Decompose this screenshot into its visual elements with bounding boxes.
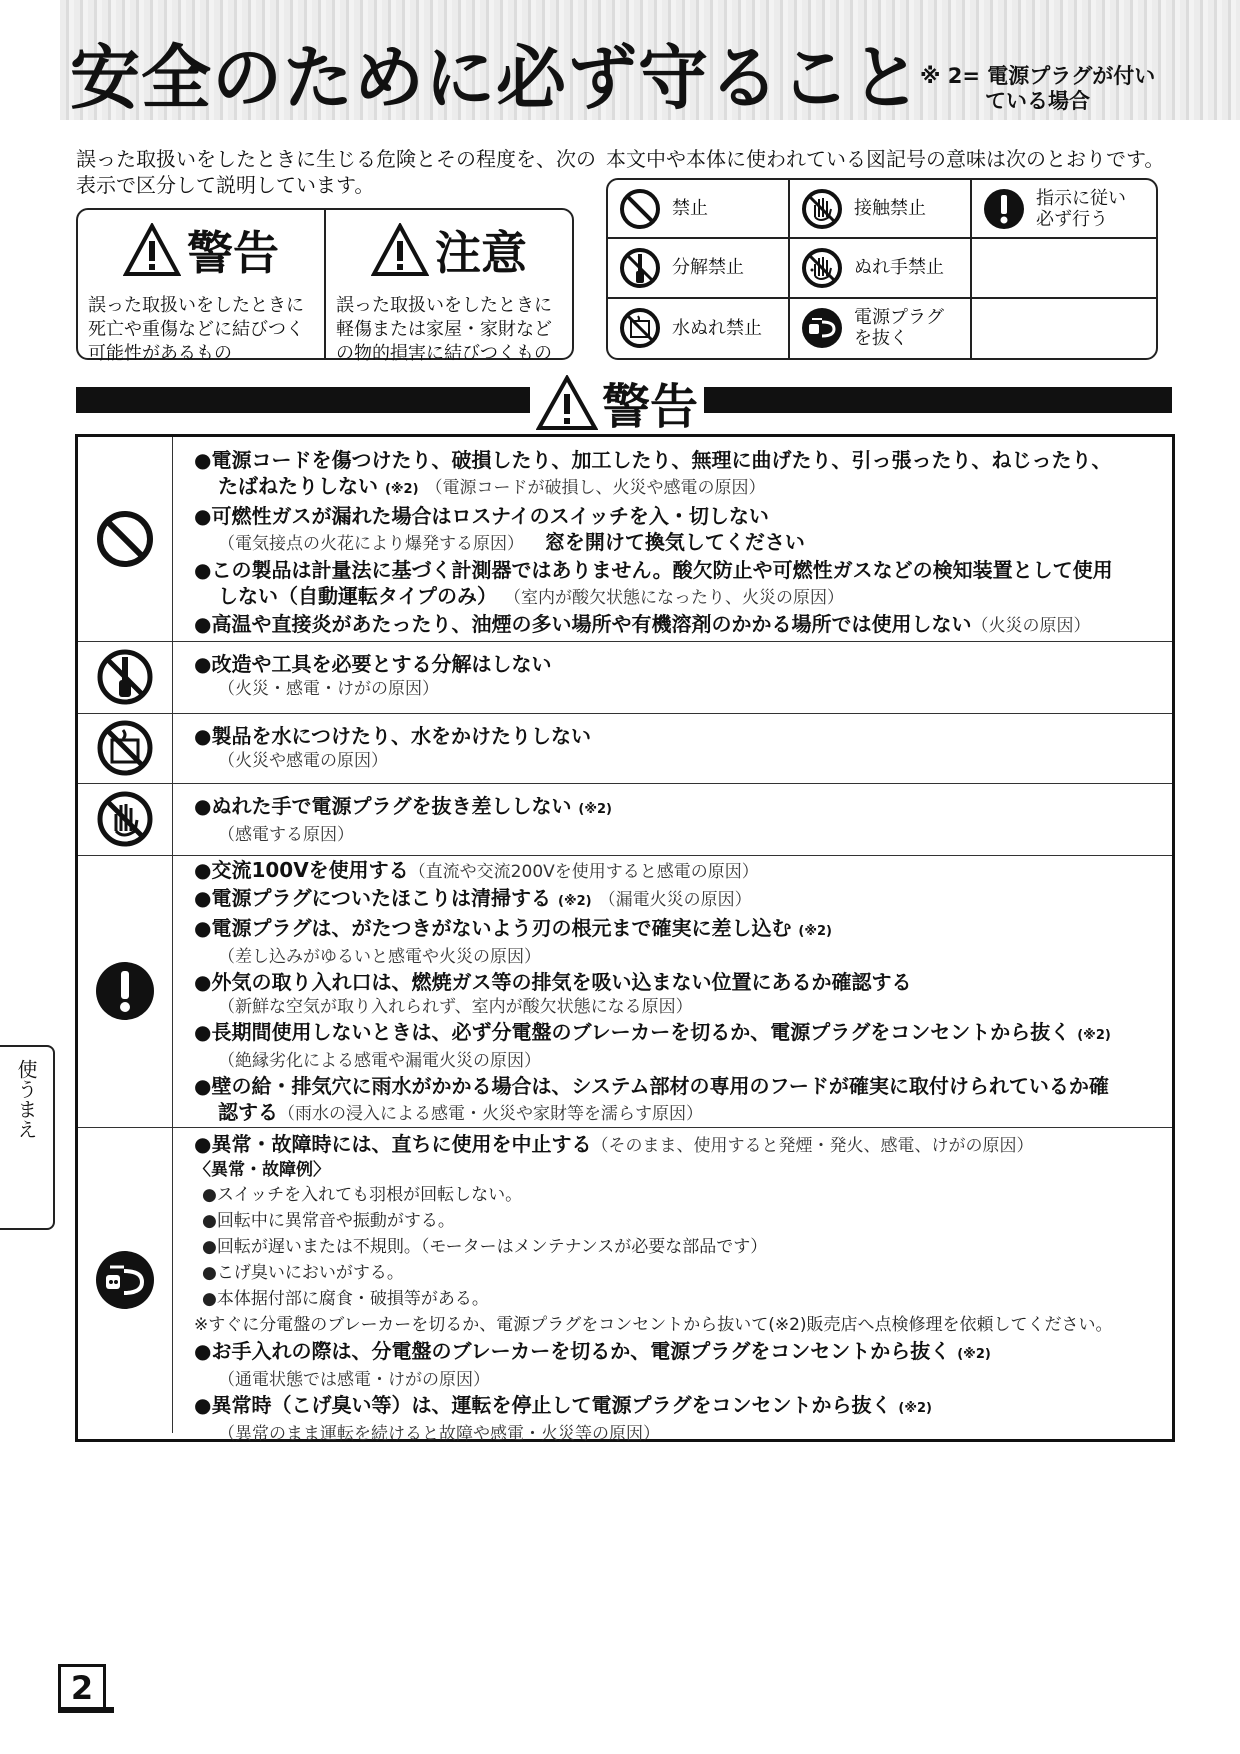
table-row: ●電源コードを傷つけたり、破損したり、加工したり、無理に曲げたり、引っ張ったり、ねじったり、 たばねたりしない (※2) （電源コードが破損し、火災や感電の原因） ●可燃性ガスが漏れた場合はロスナイのスイッチを入・切しない （電気接点の火花により爆発する原因） 窓を開けて換気してください ●この製品は計量法に基づく計測器ではありません。酸欠防止や可燃性ガスなどの検知装置として使用 しない（自動運転タイプのみ） （室内が酸欠状態になったり、火災の原因） ●高温や直接炎があたったり、油煙の多い場所や有機溶剤のかかる場所では使用しない（火災の原因） [78,437,1172,642]
warning-triangle-icon [536,375,598,431]
no-touch-icon [800,187,844,231]
legend-unplug: 電源プラグ を抜く [790,299,972,358]
table-row: ●ぬれた手で電源プラグを抜き差ししない (※2) （感電する原因） [78,783,1172,856]
symbol-legend [606,178,1158,360]
section-bar-right [696,387,1172,413]
caution-triangle-icon [371,223,429,277]
section-bar-left [76,387,530,413]
intro-left: 誤った取扱いをしたときに生じる危険とその程度を、次の表示で区分して説明しています。 [76,147,596,197]
prohibited-icon [618,187,662,231]
no-wet-hands-icon [800,246,844,290]
legend-empty-2 [972,299,1156,358]
legend-empty-1 [972,239,1156,298]
mandatory-action-icon [982,187,1026,231]
legend-no-wet-hands: ぬれ手禁止 [790,239,972,298]
warning-table [75,434,1175,1442]
table-row: ●異常・故障時には、直ちに使用を中止する（そのまま、使用すると発煙・発火、感電、けがの原因） 〈異常・故障例〉 ●スイッチを入れても羽根が回転しない。 ●回転中に異常音や振動がする。 ●回転が遅いまたは不規則。（モーターはメンテナンスが必要な部品です） ●こげ臭いにおいがする。 ●本体据付部に腐食・破損等がある。 ※すぐに分電盤のブレーカーを切るか、電源プラグをコンセントから抜いて(※2)販売店へ点検修理を依頼してください。 ●お手入れの際は、分電盤のブレーカーを切るか、電源プラグをコンセントから抜く (※2) （通電状態では感電・けがの原因） ●異常時（こげ臭い等）は、運転を停止して電源プラグをコンセントから抜く (※2) （異常のまま運転を続けると故障や感電・火災等の原因） [78,1127,1172,1433]
warning-triangle-icon [123,223,181,277]
no-water-icon [618,306,662,350]
legend-no-disassembly: 分解禁止 [608,239,790,298]
unplug-icon [800,306,844,350]
no-wet-hands-icon [95,789,155,849]
warning-label: 警告 [187,226,279,280]
table-row: ●改造や工具を必要とする分解はしない （火災・感電・けがの原因） [78,641,1172,714]
page-title: 安全のために必ず守ること [70,37,922,119]
caution-level [324,210,572,364]
no-disassembly-icon [618,246,662,290]
legend-no-touch: 接触禁止 [790,180,972,239]
legend-no-water: 水ぬれ禁止 [608,299,790,358]
page-number: 2 [58,1664,106,1712]
section-heading: 警告 [530,368,704,437]
no-disassembly-icon [95,647,155,707]
legend-instruction: 指示に従い 必ず行う [972,180,1156,239]
warning-desc: 誤った取扱いをしたときに死亡や重傷などに結びつく可能性があるもの [88,295,304,364]
table-row: ●製品を水につけたり、水をかけたりしない （火災や感電の原因） [78,713,1172,784]
caution-desc: 誤った取扱いをしたときに軽傷または家屋・家財などの物的損害に結びつくもの [336,295,552,364]
unplug-icon [94,1249,156,1311]
hazard-level-box [76,208,574,364]
warning-level [78,210,324,364]
header-note-line2: ている場合 [985,89,1090,113]
intro-right: 本文中や本体に使われている図記号の意味は次のとおりです。 [606,147,1165,171]
page-number-underline [58,1707,114,1713]
caution-label: 注意 [435,226,527,280]
legend-prohibited: 禁止 [608,180,790,239]
prohibited-icon [95,509,155,569]
no-water-icon [95,718,155,778]
mandatory-action-icon [94,960,156,1022]
header-note-line1: ※ 2= 電源プラグが付い [920,64,1156,88]
section-side-tab: 使うまえ [0,1045,55,1230]
table-row: ●交流100Vを使用する（直流や交流200Vを使用すると感電の原因） ●電源プラグについたほこりは清掃する (※2) （漏電火災の原因） ●電源プラグは、がたつきがないよう刃の根元まで確実に差し込む (※2) （差し込みがゆるいと感電や火災の原因） ●外気の取り入れ口は、燃焼ガス等の排気を吸い込まない位置にあるか確認する （新鮮な空気が取り入れられず、室内が酸欠状態になる原因） ●長期間使用しないときは、必ず分電盤のブレーカーを切るか、電源プラグをコンセントから抜く (※2) （絶縁劣化による感電や漏電火災の原因） ●壁の給・排気穴に雨水がかかる場合は、システム部材の専用のフードが確実に取付けられているか確 認する（雨水の浸入による感電・火災や家財等を濡らす原因） [78,855,1172,1128]
